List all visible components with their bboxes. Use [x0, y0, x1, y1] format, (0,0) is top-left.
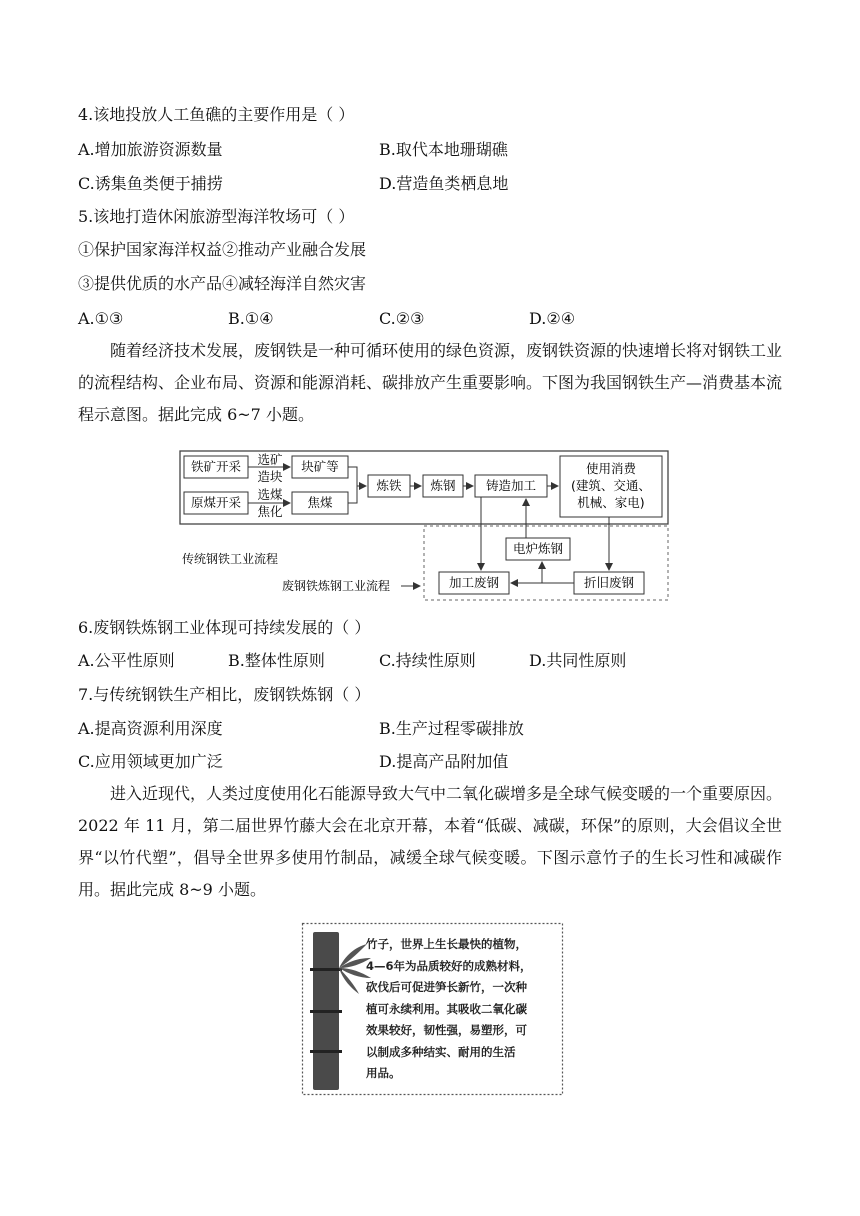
bamboo-text-line-5: 效果较好，韧性强，易塑形，可: [366, 1023, 527, 1037]
q6-option-c: C.持续性原则: [379, 651, 476, 670]
label-iron-mining: 铁矿开采: [190, 459, 242, 474]
q7-option-d: D.提高产品附加值: [379, 752, 509, 771]
label-coal-mining: 原煤开采: [190, 495, 242, 510]
bamboo-card-text: [366, 934, 562, 1085]
label-coke: 焦煤: [307, 495, 333, 510]
label-consumption-title: 使用消费: [585, 461, 637, 476]
label-consumption-line3: 机械、家电): [577, 495, 645, 510]
question-5-stem: 5.该地打造休闲旅游型海洋牧场可（ ）: [78, 207, 355, 226]
bamboo-text-line-3: 砍伐后可促进笋长新竹，一次种: [366, 980, 527, 994]
label-consumption-line2: (建筑、交通、: [571, 478, 651, 493]
label-ore-processing-top: 选矿: [257, 452, 283, 467]
q6-option-b: B.整体性原则: [228, 651, 325, 670]
bamboo-text-line-4: 植可永续利用。其吸收二氧化碳: [366, 1001, 527, 1016]
q5-statement-line-2: ③提供优质的水产品④减轻海洋自然灾害: [78, 274, 367, 293]
label-traditional-flow: 传统钢铁工业流程: [182, 552, 279, 566]
bamboo-stalk-icon: [310, 932, 342, 1090]
bamboo-text-line-1: 竹子，世界上生长最快的植物，: [366, 937, 527, 951]
label-steelmaking: 炼钢: [430, 478, 456, 493]
bamboo-text-line-6: 以制成多种结实、耐用的生活: [366, 1044, 516, 1059]
bamboo-text-line-2: 4—6年为品质较好的成熟材料，: [366, 958, 532, 973]
q5-option-a: A.①③: [78, 309, 124, 328]
label-coal-processing-bottom: 焦化: [257, 504, 283, 519]
label-coal-processing-top: 选煤: [257, 487, 283, 502]
q6-option-a: A.公平性原则: [78, 651, 175, 670]
q7-option-c: C.应用领域更加广泛: [78, 752, 223, 771]
q4-option-c: C.诱集鱼类便于捕捞: [78, 174, 223, 193]
question-7-stem: 7.与传统钢铁生产相比，废钢铁炼钢（ ）: [78, 685, 371, 704]
q4-option-d: D.营造鱼类栖息地: [379, 174, 509, 193]
q7-option-a: A.提高资源利用深度: [78, 719, 223, 738]
q5-option-b: B.①④: [228, 309, 274, 328]
label-processing-scrap: 加工废钢: [448, 575, 500, 590]
q5-statement-line-1: ①保护国家海洋权益②推动产业融合发展: [78, 240, 367, 259]
q7-option-b: B.生产过程零碳排放: [379, 719, 524, 738]
label-obsolete-scrap: 折旧废钢: [583, 575, 635, 590]
bamboo-text-line-7: 用品。: [366, 1066, 401, 1080]
q4-option-a: A.增加旅游资源数量: [78, 140, 223, 159]
label-electric-furnace: 电炉炼钢: [512, 541, 564, 556]
q5-option-d: D.②④: [529, 309, 576, 328]
label-ironmaking: 炼铁: [376, 478, 402, 493]
question-4-stem: 4.该地投放人工鱼礁的主要作用是（ ）: [78, 105, 355, 124]
passage-bamboo-intro: 进入近现代，人类过度使用化石能源导致大气中二氧化碳增多是全球气候变暖的一个重要原因。2022 年 11 月，第二届世界竹藤大会在北京开幕，本着“低碳、减碳，环保”的原则，大会倡议全世界“以竹代塑”，倡导全世界多使用竹制品，减缓全球气候变暖。下图示意竹子的生长习性和减碳作用。据此完成 8~9 小题。: [78, 784, 783, 899]
steel-flowchart: [176, 446, 676, 606]
label-casting: 铸造加工: [485, 478, 537, 493]
label-scrap-flow: 废钢铁炼钢工业流程: [282, 579, 391, 593]
q4-option-b: B.取代本地珊瑚礁: [379, 140, 508, 159]
label-ore-processing-bottom: 造块: [257, 469, 283, 484]
q5-option-c: C.②③: [379, 309, 425, 328]
passage-steel-intro: 随着经济技术发展，废钢铁是一种可循环使用的绿色资源，废钢铁资源的快速增长将对钢铁工业的流程结构、企业布局、资源和能源消耗、碳排放产生重要影响。下图为我国钢铁生产—消费基本流程示意图。据此完成 6~7 小题。: [78, 341, 783, 424]
label-lump-ore: 块矿等: [301, 459, 339, 474]
q6-option-d: D.共同性原则: [529, 651, 627, 670]
question-6-stem: 6.废钢铁炼钢工业体现可持续发展的（ ）: [78, 618, 371, 637]
